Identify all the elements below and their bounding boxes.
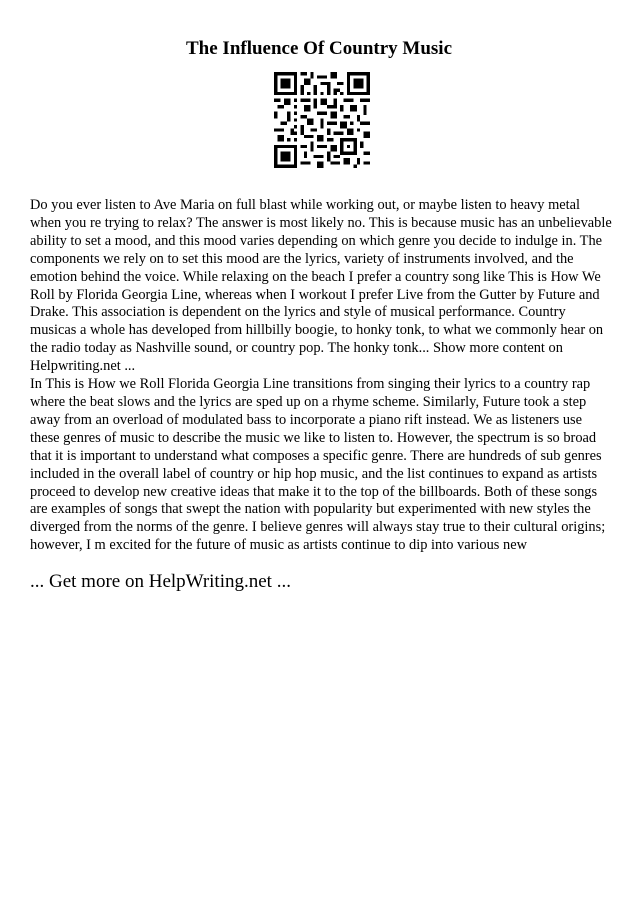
qr-code-icon	[274, 72, 370, 168]
article-paragraph: Do you ever listen to Ave Maria on full blast while working out, or maybe listen to heavy metal when you re trying to relax? The answer is most likely no. This is because music has an unbelievable ability to set a mood, and this mood varies depending on which genre you decide to indulge in. The components we rely on to set this mood are the lyrics, variety of instruments involved, and the emotion behind the voice. While relaxing on the beach I prefer a country song like This is How We Roll by Florida Georgia Line, whereas when I workout I prefer Live from the Gutter by Future and Drake. This association is dependent on the lyrics and style of musical performance. Country musicas a whole has developed from hillbilly boogie, to honky tonk, to what we commonly hear on the radio today as Nashville sound, or country pop. The honky tonk... Show more content on Helpwriting.net ...	[30, 197, 612, 375]
article-paragraph: In This is How we Roll Florida Georgia Line transitions from singing their lyrics to a country rap where the beat slows and the lyrics are sped up on a rhyme scheme. Similarly, Future took a step away from an overload of modulated bass to incorporate a piano rift instead. We as listeners use these genres of music to describe the music we like to listen to. However, the spectrum is so broad that it is important to understand what composes a specific genre. There are hundreds of sub genres included in the overall label of country or hip hop music, and the list continues to expand as artists proceed to develop new creative ideas that make it to the top of the billboards. Both of these songs are examples of songs that swept the nation with popularity but experimented with new styles the diverged from the norms of the genre. I believe genres will always stay true to their cultural origins; however, I m excited for the future of music as artists continue to dip into various new	[30, 376, 606, 554]
article-body	[30, 197, 614, 555]
get-more-link[interactable]: ... Get more on HelpWriting.net ...	[30, 571, 291, 592]
document-title: The Influence Of Country Music	[186, 38, 452, 59]
